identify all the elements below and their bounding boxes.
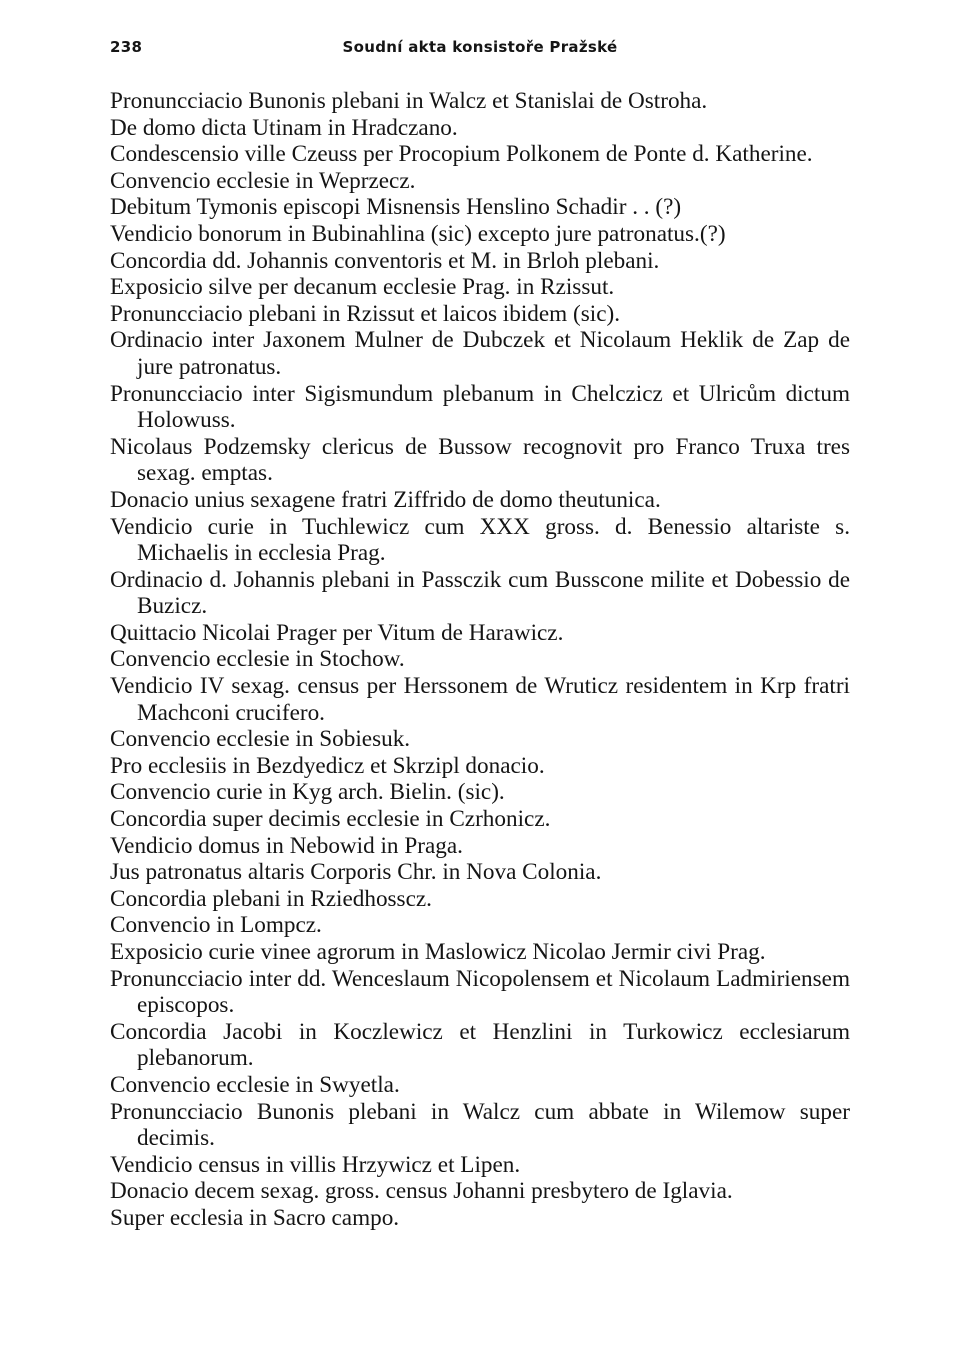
entry: Condescensio ville Czeuss per Procopium Polkonem de Ponte d. Katherine. — [110, 141, 813, 168]
page-number: 238 — [110, 38, 143, 56]
entry: Pronuncciacio inter dd. Wenceslaum Nicopolensem et Nicolaum Ladmiriensem episcopos. — [110, 965, 850, 1019]
entry: Pronuncciacio plebani in Rzissut et laicos ibidem (sic). — [110, 300, 621, 327]
entry: Concordia plebani in Rziedhossсz. — [110, 885, 432, 912]
entry: Pro ecclesiis in Bezdyedicz et Skrzipl donacio. — [110, 752, 545, 779]
entry: Jus patronatus altaris Corporis Chr. in Nova Colonia. — [110, 859, 602, 886]
entry: Pronuncciacio inter Sigismundum plebanum in Chelczicz et Ulricům dictum Holowuss. — [110, 380, 850, 434]
entry: Convencio ecclesie in Stochow. — [110, 646, 405, 673]
entry: Super ecclesia in Sacro campo. — [110, 1204, 400, 1231]
page-header — [110, 38, 850, 60]
running-title: Soudní akta konsistoře Pražské — [342, 38, 618, 56]
entry: De domo dicta Utinam in Hradczano. — [110, 114, 458, 141]
entry: Vendicio curie in Tuchlewicz cum XXX gross. d. Benessio altariste s. Michaelis in ecclesia Prag. — [110, 513, 850, 567]
entry: Vendicio domus in Nebowid in Praga. — [110, 832, 463, 859]
entry: Vendicio IV sexag. census per Herssonem de Wruticz residentem in Krp fratri Machconi crucifero. — [110, 673, 850, 726]
entry: Debitum Tymonis episcopi Misnensis Henslino Schadir . . (?) — [110, 194, 682, 221]
entry: Quittacio Nicolai Prager per Vitum de Harawicz. — [110, 619, 564, 646]
entry: Exposicio curie vinee agrorum in Maslowicz Nicolao Jermir civi Prag. — [110, 939, 766, 965]
entry: Nicolaus Podzemsky clericus de Bussow recognovit pro Franco Truxa tres sexag. emptas. — [110, 433, 850, 487]
entry: Concordia super decimis ecclesie in Czrhonicz. — [110, 806, 551, 833]
entry: Exposicio silve per decanum ecclesie Prag. in Rzissut. — [110, 274, 615, 301]
entry: Donacio unius sexagene fratri Ziffrido de domo theutunica. — [110, 486, 661, 513]
entry: Convencio ecclesie in Weprzecz. — [110, 167, 416, 194]
entry: Convencio in Lompcz. — [110, 912, 322, 939]
entry-list — [110, 88, 850, 1232]
entry: Pronuncciacio Bunonis plebani in Walcz et Stanislai de Ostroha. — [110, 88, 708, 114]
entry: Convencio curie in Kyg arch. Bielin. (sic). — [110, 779, 505, 806]
entry: Vendicio census in villis Hrzywicz et Lipen. — [110, 1151, 521, 1178]
entry: Pronuncciacio Bunonis plebani in Walcz cum abbate in Wilemow super decimis. — [110, 1098, 850, 1152]
entry: Concordia dd. Johannis conventoris et M. in Brloh plebani. — [110, 247, 660, 274]
entry: Ordinacio inter Jaxonem Mulner de Dubczek et Nicolaum Heklik de Zap de jure patronatus. — [110, 327, 850, 380]
entry: Convencio ecclesie in Sobiesuk. — [110, 726, 411, 753]
entry: Vendicio bonorum in Bubinahlina (sic) excepto jure patronatus.(?) — [110, 220, 726, 247]
entry: Convencio ecclesie in Swyetla. — [110, 1071, 400, 1098]
entry: Donacio decem sexag. gross. census Johanni presbytero de Iglavia. — [110, 1178, 733, 1205]
entry: Ordinacio d. Johannis plebani in Passczik cum Busscone milite et Dobessio de Buzicz. — [110, 566, 850, 620]
entry: Concordia Jacobi in Koczlewicz et Henzlini in Turkowicz ecclesiarum plebanorum. — [110, 1018, 850, 1072]
